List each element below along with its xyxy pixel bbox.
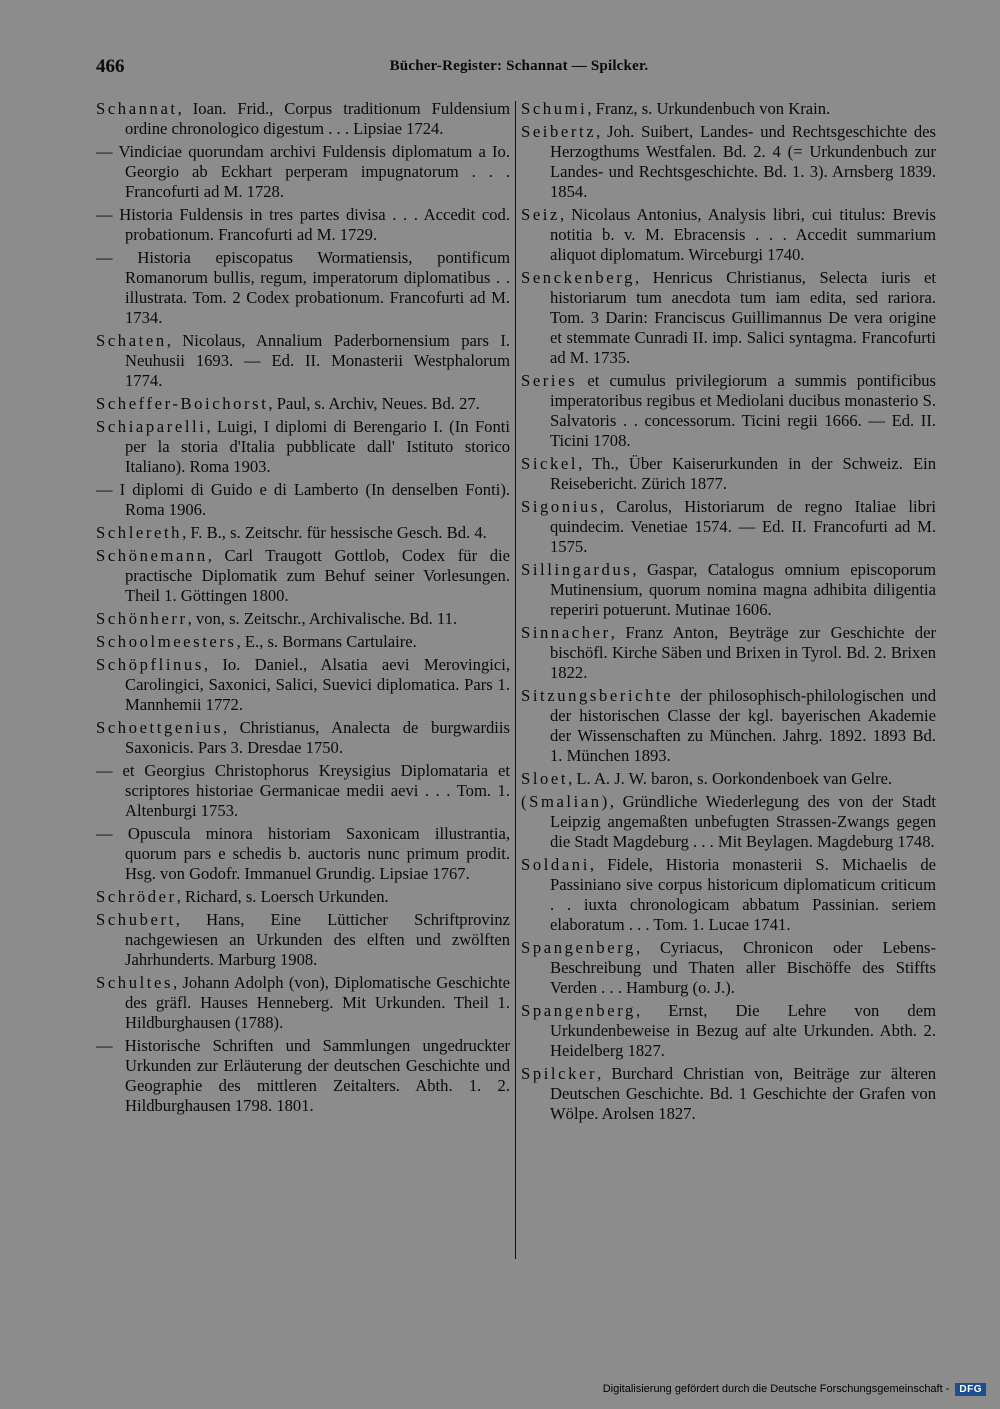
- entry-heading: (Smalian): [521, 792, 610, 811]
- entry-heading: Soldani: [521, 855, 590, 874]
- page-header: [96, 56, 942, 84]
- register-entry: [96, 910, 510, 970]
- register-entry: [96, 248, 510, 328]
- entry-heading: Senckenberg: [521, 268, 635, 287]
- register-entry: [521, 497, 936, 557]
- register-entry: [96, 718, 510, 758]
- register-entry: [521, 855, 936, 935]
- register-entry: [96, 609, 510, 629]
- entry-heading: Schultes: [96, 973, 174, 992]
- entry-heading: Spilcker: [521, 1064, 598, 1083]
- entry-text: , Franz, s. Urkundenbuch von Krain.: [587, 99, 831, 118]
- register-entry: [521, 769, 936, 789]
- entry-heading: Seiz: [521, 205, 560, 224]
- entry-text: , Luigi, I diplomi di Berengario I. (In Fonti per la storia d'Italia pubblicate dall' Istituto storico Italiano). Roma 1903.: [125, 417, 510, 476]
- register-entry: [96, 394, 510, 414]
- register-entry: [521, 792, 936, 852]
- entry-text: , Franz Anton, Beyträge zur Geschichte der bischöfl. Kirche Säben und Brixen in Tyrol. Bd. 2. Brixen 1822.: [550, 623, 936, 682]
- entry-heading: Schröder: [96, 887, 177, 906]
- entry-heading: Sillingardus: [521, 560, 633, 579]
- entry-text: et cumulus privilegiorum a summis pontificibus imperatoribus regibus et Mediolani ducibus monasterio S. Salvatoris . . concessorum. Ticini regii 1666. — Ed. II. Ticini 1708.: [550, 371, 936, 450]
- register-entry: [96, 99, 510, 139]
- entry-heading: Schiaparelli: [96, 417, 207, 436]
- entry-text: — Historia episcopatus Wormatiensis, pontificum Romanorum bullis, regum, imperatorum diplomatibus . . illustrata. Tom. 2 Codex probationum. Francofurti ad M. 1734.: [96, 248, 510, 327]
- entry-heading: Seibertz: [521, 122, 597, 141]
- entry-text: , Burchard Christian von, Beiträge zur älteren Deutschen Geschichte. Bd. 1 Geschichte der Grafen von Wölpe. Arolsen 1827.: [550, 1064, 936, 1123]
- entry-heading: Spangenberg: [521, 938, 636, 957]
- register-entry: [521, 454, 936, 494]
- entry-text: , Richard, s. Loersch Urkunden.: [176, 887, 389, 906]
- register-entry: [521, 99, 936, 119]
- running-title: Bücher-Register: Schannat — Spilcker.: [389, 58, 649, 74]
- register-entry: [96, 142, 510, 202]
- register-entry: [521, 686, 936, 766]
- register-entry: [521, 122, 936, 202]
- entry-text: , Carolus, Historiarum de regno Italiae libri quindecim. Venetiae 1574. — Ed. II. Francofurti ad M. 1575.: [550, 497, 936, 556]
- entry-text: , Johann Adolph (von), Diplomatische Geschichte des gräfl. Hauses Henneberg. Mit Urkunden. Theil 1. Hildburghausen (1788).: [125, 973, 510, 1032]
- entry-heading: Sloet: [521, 769, 569, 788]
- entry-heading: Sigonius: [521, 497, 600, 516]
- entry-heading: Series: [521, 371, 578, 390]
- entry-text: , Carl Traugott Gottlob, Codex für die practische Diplomatik zum Behuf seiner Vorlesungen. Theil 1. Göttingen 1800.: [125, 546, 510, 605]
- register-entry: [96, 887, 510, 907]
- register-entry: [96, 546, 510, 606]
- register-entry: [521, 938, 936, 998]
- register-entry: [96, 973, 510, 1033]
- entry-text: , Fidele, Historia monasterii S. Michaelis de Passiniano sive corpus historicum diplomaticum criticum . . iuxta chronologicam abbatum Passinian. seriem elaboratum . . . Tom. 1. Lucae 1741.: [550, 855, 936, 934]
- entry-text: , E., s. Bormans Cartulaire.: [236, 632, 417, 651]
- register-entry: [96, 824, 510, 884]
- entry-heading: Sickel: [521, 454, 579, 473]
- entry-text: , L. A. J. W. baron, s. Oorkondenboek van Gelre.: [568, 769, 893, 788]
- entry-heading: Sinnacher: [521, 623, 611, 642]
- column-divider: [515, 101, 516, 1259]
- entry-heading: Sitzungsberichte: [521, 686, 674, 705]
- register-entry: [521, 1001, 936, 1061]
- entry-text: — Historia Fuldensis in tres partes divisa . . . Accedit cod. probationum. Francofurti ad M. 1729.: [96, 205, 510, 244]
- register-entry: [96, 632, 510, 652]
- entry-text: , F. B., s. Zeitschr. für hessische Gesch. Bd. 4.: [182, 523, 487, 542]
- entry-text: , Cyriacus, Chronicon oder Lebens-Beschreibung und Thaten aller Bischöffe des Stiffts Verden . . . Hamburg (o. J.).: [550, 938, 936, 997]
- entry-text: , Gründliche Wiederlegung des von der Stadt Leipzig angemaßten unbefugten Strassen-Zwangs gegen die Stadt Magdeburg . . . Mit Beylagen. Magdeburg 1748.: [550, 792, 936, 851]
- register-entry: [96, 1036, 510, 1116]
- entry-text: — Historische Schriften und Sammlungen ungedruckter Urkunden zur Erläuterung der deutschen Geschichte und Geographie des mittleren Zeitalters. Abth. 1. 2. Hildburghausen 1798. 1801.: [96, 1036, 510, 1115]
- entry-heading: Schannat: [96, 99, 178, 118]
- register-entry: [521, 268, 936, 368]
- register-entry: [96, 417, 510, 477]
- entry-text: , Joh. Suibert, Landes- und Rechtsgeschichte des Herzogthums Westfalen. Bd. 2. 4 (= Urkundenbuch zur Landes- und Rechtsgeschichte. Bd. 1. 3). Arnsberg 1839. 1854.: [550, 122, 936, 201]
- entry-text: , Th., Über Kaiserurkunden in der Schweiz. Ein Reisebericht. Zürich 1877.: [550, 454, 936, 493]
- entry-text: — et Georgius Christophorus Kreysigius Diplomataria et scriptores historiae Germanicae medii aevi . . . Tom. 1. Altenburgi 1753.: [96, 761, 510, 820]
- entry-text: , Henricus Christianus, Selecta iuris et historiarum tum anecdota tum iam edita, sed rariora. Tom. 3 Darin: Franciscus Guillimannus De vera origine et stemmate Cunradi II. imp. Salici syntagma. Francofurti ad M. 1735.: [550, 268, 936, 367]
- dfg-logo: DFG: [955, 1383, 986, 1396]
- entry-text: der philosophisch-philologischen und der historischen Classe der kgl. bayerischen Akademie der Wissenschaften zu München. Jahrg. 1892. 1893 Bd. 1. München 1893.: [550, 686, 936, 765]
- entry-text: — Vindiciae quorundam archivi Fuldensis diplomatum a Io. Georgio ab Eckhart perperam impugnatorum . . . Francofurti ad M. 1728.: [96, 142, 510, 201]
- register-entry: [96, 205, 510, 245]
- entry-text: , Paul, s. Archiv, Neues. Bd. 27.: [268, 394, 480, 413]
- right-column: [521, 99, 936, 1127]
- register-entry: [96, 331, 510, 391]
- entry-text: , Gaspar, Catalogus omnium episcoporum Mutinensium, quorum nomina magna adhibita diligentia reperiri potuerunt. Mutinae 1606.: [550, 560, 936, 619]
- left-column: [96, 99, 510, 1119]
- entry-text: , Christianus, Analecta de burgwardiis Saxonicis. Pars 3. Dresdae 1750.: [125, 718, 510, 757]
- register-entry: [96, 761, 510, 821]
- entry-text: , Ioan. Frid., Corpus traditionum Fuldensium ordine chronologico digestum . . . Lipsiae 1724.: [125, 99, 510, 138]
- entry-heading: Schaten: [96, 331, 167, 350]
- entry-text: , Ernst, Die Lehre von dem Urkundenbeweise in Bezug auf alte Urkunden. Abth. 2. Heidelberg 1827.: [550, 1001, 936, 1060]
- page-number: 466: [96, 56, 125, 77]
- entry-text: , Io. Daniel., Alsatia aevi Merovingici, Carolingici, Saxonici, Salici, Suevici diplomatica. Pars 1. Mannhemii 1772.: [125, 655, 510, 714]
- register-entry: [96, 480, 510, 520]
- footer-text: Digitalisierung gefördert durch die Deutsche Forschungsgemeinschaft -: [602, 1383, 950, 1395]
- footer-credit: [603, 1381, 986, 1397]
- entry-text: , Nicolaus, Annalium Paderbornensium pars I. Neuhusii 1693. — Ed. II. Monasterii Westphalorum 1774.: [125, 331, 510, 390]
- entry-heading: Schönemann: [96, 546, 208, 565]
- register-entry: [521, 371, 936, 451]
- register-entry: [521, 205, 936, 265]
- register-entry: [521, 560, 936, 620]
- entry-heading: Schöpflinus: [96, 655, 204, 674]
- register-entry: [96, 655, 510, 715]
- register-entry: [521, 623, 936, 683]
- entry-heading: Spangenberg: [521, 1001, 636, 1020]
- entry-text: , Nicolaus Antonius, Analysis libri, cui titulus: Brevis notitia b. v. M. Ebracensis . . . Accedit summarium aliquot diplomatum. Wirceburgi 1740.: [550, 205, 936, 264]
- entry-heading: Schumi: [521, 99, 588, 118]
- register-entry: [96, 523, 510, 543]
- entry-heading: Schönherr: [96, 609, 188, 628]
- entry-text: — Opuscula minora historiam Saxonicam illustrantia, quorum pars e schedis b. auctoris nunc primum prodit. Hsg. von Godofr. Immanuel Grundig. Lipsiae 1767.: [96, 824, 510, 883]
- entry-heading: Schoettgenius: [96, 718, 223, 737]
- entry-heading: Schubert: [96, 910, 176, 929]
- entry-text: , Hans, Eine Lütticher Schriftprovinz nachgewiesen an Urkunden des elften und zwölften Jahrhunderts. Marburg 1908.: [125, 910, 510, 969]
- entry-heading: Schoolmeesters: [96, 632, 237, 651]
- entry-text: — I diplomi di Guido e di Lamberto (In denselben Fonti). Roma 1906.: [96, 480, 510, 519]
- entry-heading: Scheffer-Boichorst: [96, 394, 269, 413]
- entry-text: , von, s. Zeitschr., Archivalische. Bd. 11.: [187, 609, 458, 628]
- entry-heading: Schlereth: [96, 523, 183, 542]
- register-entry: [521, 1064, 936, 1124]
